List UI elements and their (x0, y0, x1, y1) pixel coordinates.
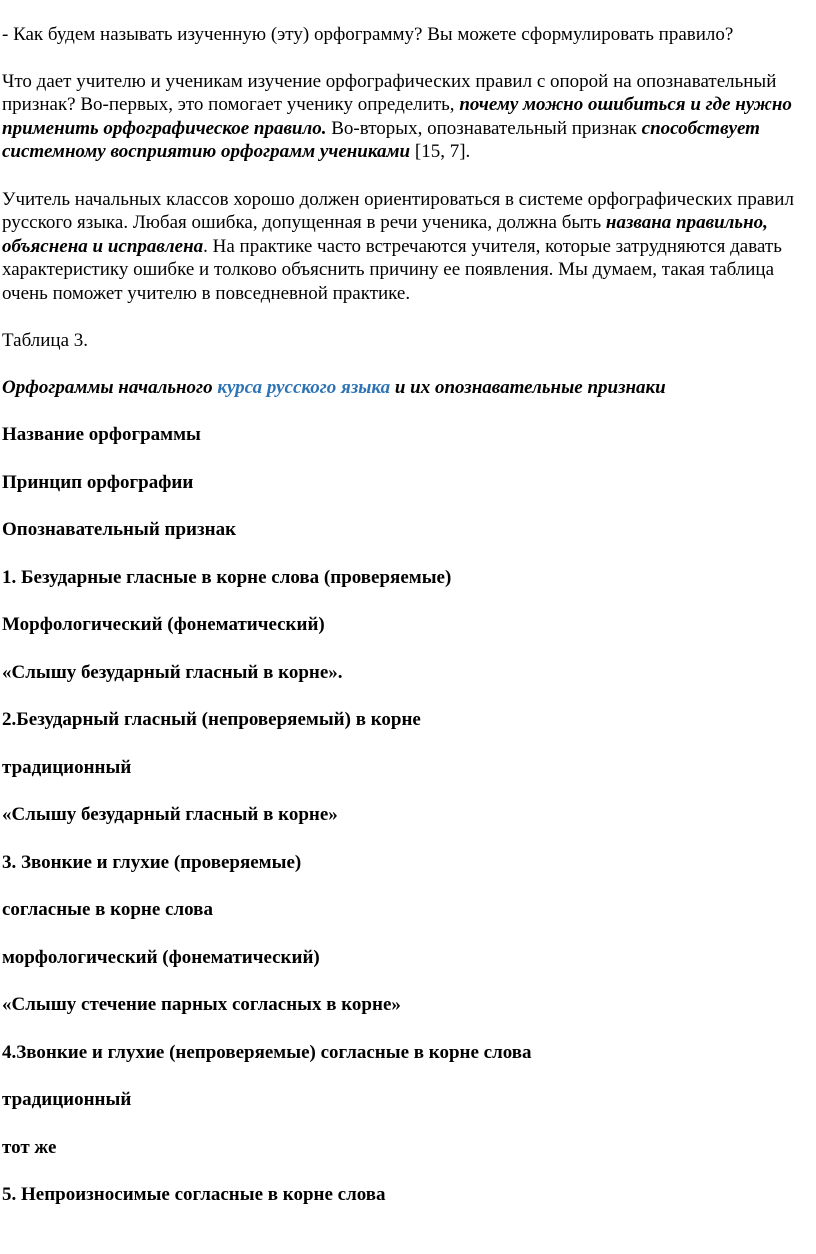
table-header-priznak: Опознавательный признак (2, 519, 237, 540)
table-row-cell: традиционный (2, 756, 132, 778)
para1-emphasis-1: почему можно ошибиться и где нужно применить орфографическое правило. (2, 94, 792, 139)
table-rows (2, 423, 810, 1207)
para2-text-2: . На практике часто встречаются учителя, которые затрудняются давать характеристику ошибке и толково объяснить причину ее появления. Мы думаем, такая таблица очень поможет учителю в повседневной практике. (2, 235, 782, 304)
table-row-cell: согласные в корне слова (2, 899, 213, 920)
table-title-link[interactable]: курса русского языка (217, 376, 391, 398)
para1-text-1: Что дает учителю и ученикам изучение орфографических правил с опорой на опознавательный признак? Во-первых, это помогает ученику определить, (2, 70, 777, 115)
para1-emphasis-2: способствует системному восприятию орфограмм учениками (2, 117, 760, 162)
intro-question: - Как будем называть изученную (эту) орфограмму? Вы можете сформулировать правило? (2, 24, 734, 45)
document-page (2, 23, 810, 1231)
table-row-cell: 4.Звонкие и глухие (непроверяемые) согласные в корне слова (2, 1041, 532, 1063)
paragraph-opoznavatelny-priznak (2, 70, 810, 164)
table-row-cell: «Слышу стечение парных согласных в корне» (2, 994, 401, 1015)
table-row-cell: морфологический (фонематический) (2, 946, 320, 968)
para2-text-1: Учитель начальных классов хорошо должен ориентироваться в системе орфографических правил русского языка. Любая ошибка, допущенная в речи ученика, должна быть (2, 188, 794, 233)
para2-emphasis-1: названа правильно, объяснена и исправлена (2, 212, 768, 257)
table-row-cell: тот же (2, 1136, 57, 1158)
table-header-princip: Принцип орфографии (2, 471, 194, 493)
table-row-cell: «Слышу безударный гласный в корне». (2, 661, 343, 683)
table-row-cell: 3. Звонкие и глухие (проверяемые) (2, 851, 302, 873)
table-row-cell: 5. Непроизносимые согласные в корне слова (2, 1184, 386, 1205)
table-header-nazvanie: Название орфограммы (2, 424, 201, 445)
table-row-cell: 2.Безударный гласный (непроверяемый) в корне (2, 709, 421, 730)
para1-text-2: Во-вторых, опознавательный признак (326, 117, 642, 139)
table-caption: Таблица 3. (2, 330, 89, 351)
table-title-part-1: Орфограммы начального (2, 376, 218, 398)
table-row-cell: «Слышу безударный гласный в корне» (2, 804, 338, 825)
table-title-part-2: и их опознавательные признаки (390, 376, 666, 398)
table-row-cell: 1. Безударные гласные в корне слова (проверяемые) (2, 566, 452, 588)
para1-text-3: [15, 7]. (410, 141, 471, 162)
table-row-cell: традиционный (2, 1089, 132, 1110)
paragraph-uchitel (2, 188, 810, 306)
table-row-cell: Морфологический (фонематический) (2, 614, 325, 635)
table-title (2, 376, 810, 400)
